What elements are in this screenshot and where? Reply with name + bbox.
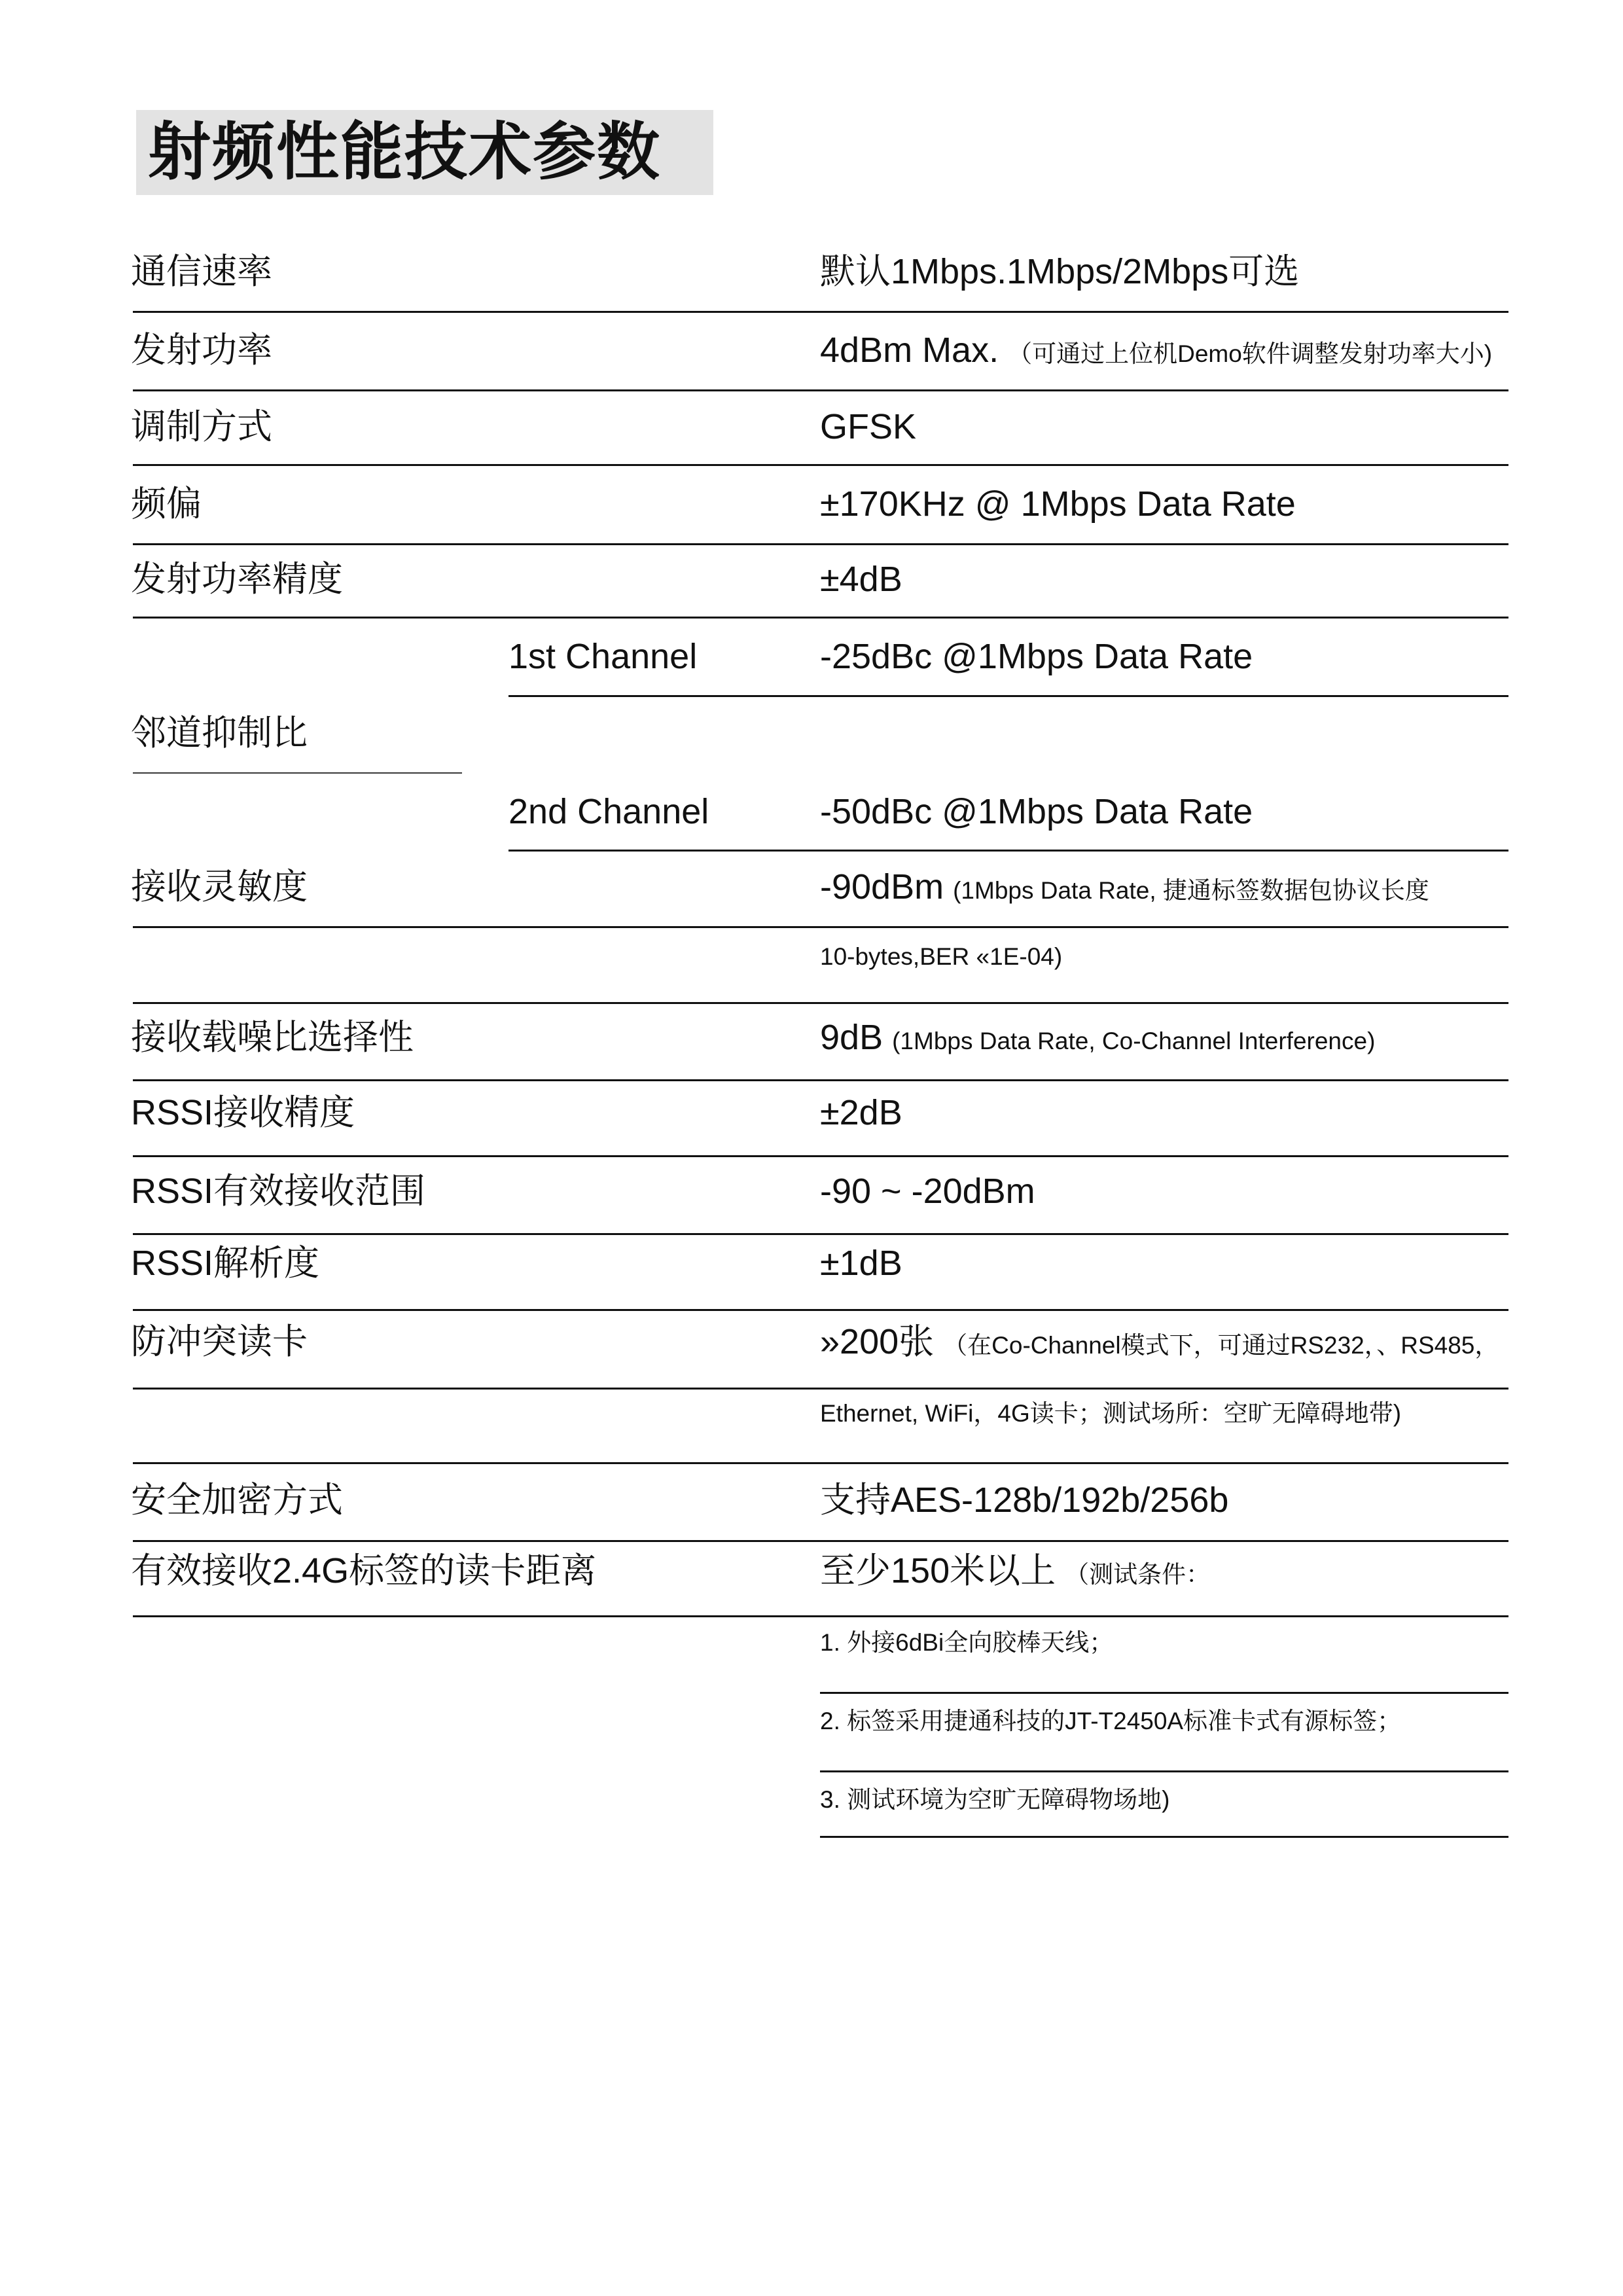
row-comm-rate (0, 251, 1623, 293)
row-modulation-value: GFSK (820, 407, 917, 446)
row-cnr-value (820, 1016, 1375, 1062)
row-rssi-range-label: RSSI有效接收范围 (131, 1172, 426, 1211)
row-read-distance (0, 1550, 1623, 1592)
row-rssi-res (0, 1242, 1623, 1284)
row-cnr (0, 1016, 1623, 1058)
divider (133, 1309, 1508, 1311)
divider-short (133, 772, 462, 774)
row-rssi-range-value: -90 ~ -20dBm (820, 1172, 1035, 1211)
row-freq-dev-label: 频偏 (131, 484, 202, 524)
row-tx-power-value (820, 329, 1492, 375)
row-rssi-acc (0, 1092, 1623, 1134)
row-rssi-acc-value: ±2dB (820, 1093, 902, 1132)
read-distance-main: 至少150米以上 (820, 1551, 1056, 1590)
row-adjacent-ch2 (0, 791, 1623, 833)
divider (133, 1079, 1508, 1081)
anticollision-note: （在Co-Channel模式下，可通过RS232，、RS485， (943, 1332, 1499, 1359)
row-tx-power (0, 329, 1623, 371)
row-read-distance-label: 有效接收2.4G标签的读卡距离 (131, 1551, 597, 1590)
row-anticollision-label: 防冲突读卡 (131, 1322, 308, 1361)
row-anticollision-value (820, 1321, 1499, 1367)
read-distance-note: （测试条件： (1065, 1561, 1211, 1588)
row-adjacent-ch1 (0, 636, 1623, 677)
divider (133, 1540, 1508, 1542)
cnr-note: (1Mbps Data Rate, Co-Channel Interference) (892, 1028, 1376, 1054)
divider (508, 695, 1508, 697)
divider (133, 1615, 1508, 1617)
tx-power-main: 4dBm Max. (820, 331, 999, 370)
adjacent-ch2-value: -50dBc @1Mbps Data Rate (820, 792, 1253, 831)
row-rx-sens-label: 接收灵敏度 (131, 867, 308, 906)
adjacent-ch1-label: 1st Channel (508, 637, 698, 676)
anticollision-main: »200张 (820, 1322, 935, 1361)
rx-sens-note: (1Mbps Data Rate, 捷通标签数据包协议长度 (953, 877, 1429, 904)
row-rssi-acc-label: RSSI接收精度 (131, 1093, 355, 1132)
row-rssi-res-value: ±1dB (820, 1244, 902, 1283)
section-title-badge (136, 110, 713, 195)
row-read-distance-value (820, 1550, 1210, 1596)
row-cnr-label: 接收载噪比选择性 (131, 1018, 414, 1057)
divider (133, 543, 1508, 545)
row-rx-sens-value (820, 866, 1429, 912)
row-encryption (0, 1479, 1623, 1521)
adjacent-ch2-label: 2nd Channel (508, 792, 709, 831)
read-distance-condition-3: 3. 测试环境为空旷无障碍物场地) (820, 1786, 1170, 1813)
divider (133, 1233, 1508, 1235)
read-distance-condition-2: 2. 标签采用捷通科技的JT-T2450A标准卡式有源标签； (820, 1708, 1402, 1734)
row-encryption-label: 安全加密方式 (131, 1480, 343, 1520)
divider (133, 464, 1508, 466)
divider (133, 389, 1508, 391)
row-modulation-label: 调制方式 (131, 407, 272, 446)
adjacent-group-label: 邻道抑制比 (131, 713, 308, 753)
divider (133, 1155, 1508, 1157)
divider (133, 926, 1508, 928)
row-comm-rate-value: 默认1Mbps.1Mbps/2Mbps可选 (820, 252, 1300, 291)
row-freq-dev-value: ±170KHz @ 1Mbps Data Rate (820, 484, 1296, 524)
row-rx-sens (0, 866, 1623, 908)
row-tx-power-label: 发射功率 (131, 331, 272, 370)
divider (508, 850, 1508, 852)
row-comm-rate-label: 通信速率 (131, 252, 272, 291)
divider (133, 311, 1508, 313)
row-modulation (0, 406, 1623, 448)
anticollision-note-line2: Ethernet, WiFi，4G读卡；测试场所：空旷无障碍地带) (820, 1400, 1402, 1427)
rx-sens-note-line2: 10-bytes,BER «1E-04) (820, 943, 1063, 970)
divider (133, 617, 1508, 619)
row-rssi-range (0, 1170, 1623, 1212)
row-tx-power-acc-value: ±4dB (820, 560, 902, 599)
rx-sens-main: -90dBm (820, 867, 944, 906)
row-freq-dev (0, 483, 1623, 525)
row-anticollision (0, 1321, 1623, 1363)
divider (820, 1692, 1508, 1694)
row-tx-power-acc-label: 发射功率精度 (131, 560, 343, 599)
row-tx-power-acc (0, 558, 1623, 600)
adjacent-ch1-value: -25dBc @1Mbps Data Rate (820, 637, 1253, 676)
divider (133, 1388, 1508, 1390)
row-rssi-res-label: RSSI解析度 (131, 1244, 320, 1283)
cnr-main: 9dB (820, 1018, 883, 1057)
row-adjacent-group (0, 712, 1623, 754)
row-encryption-value: 支持AES-128b/192b/256b (820, 1480, 1229, 1520)
tx-power-note: （可通过上位机Demo软件调整发射功率大小) (1008, 340, 1493, 367)
divider (820, 1770, 1508, 1772)
section-title-text: 射频性能技术参数 (148, 117, 661, 187)
read-distance-condition-1: 1. 外接6dBi全向胶棒天线； (820, 1629, 1114, 1656)
divider (133, 1002, 1508, 1004)
divider (133, 1462, 1508, 1464)
divider (820, 1836, 1508, 1838)
